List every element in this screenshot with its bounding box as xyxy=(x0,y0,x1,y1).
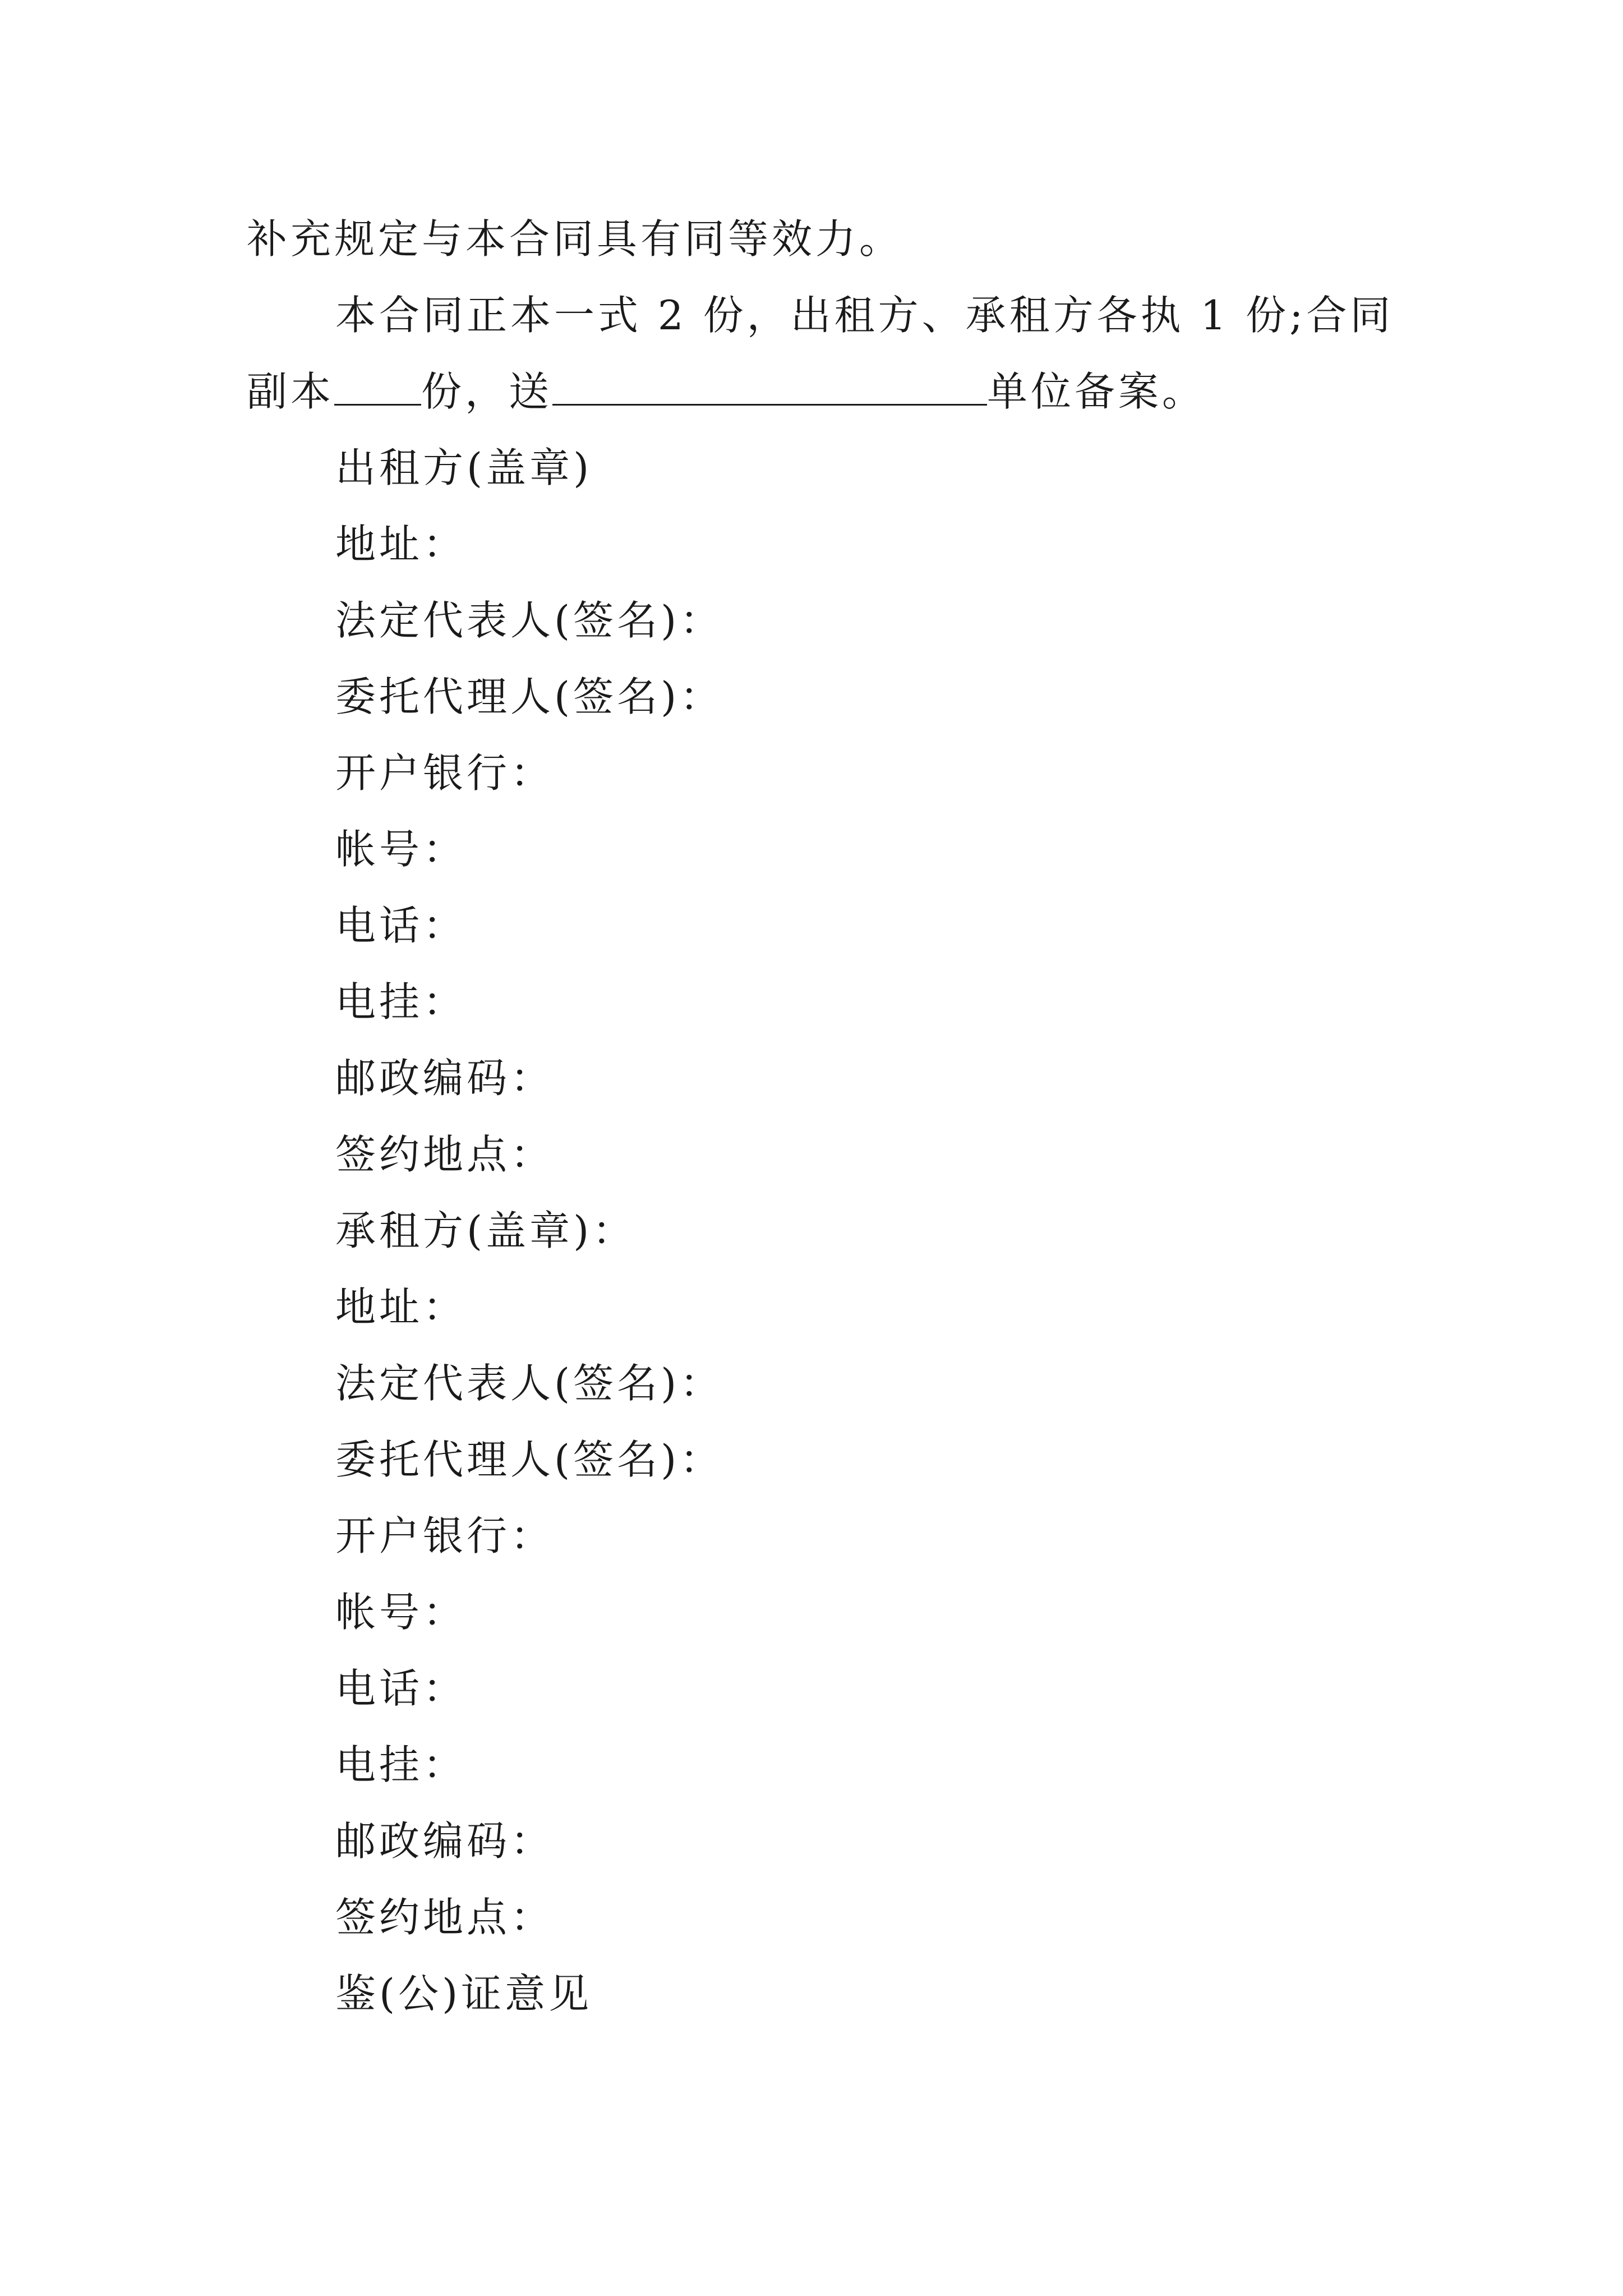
lessor-phone: 电话： xyxy=(335,902,467,949)
lessee-postcode: 邮政编码： xyxy=(335,1818,555,1865)
lessee-agent: 委托代理人(签名)： xyxy=(335,1436,724,1483)
paragraph-copies-line-2 xyxy=(247,366,1206,417)
notary-opinion: 鉴(公)证意见 xyxy=(335,1970,593,2017)
filing-unit-blank xyxy=(552,369,987,406)
lessor-postcode: 邮政编码： xyxy=(335,1055,555,1102)
copies-text-part2: 份，送 xyxy=(421,368,553,415)
paragraph-copies-line-1: 本合同正本一式 2 份，出租方、承租方各执 1 份;合同 xyxy=(335,292,1394,339)
lessor-agent: 委托代理人(签名)： xyxy=(335,673,724,720)
lessee-phone: 电话： xyxy=(335,1665,467,1712)
lessor-account: 帐号： xyxy=(335,826,467,873)
lessee-bank: 开户银行： xyxy=(335,1512,555,1559)
lessor-address: 地址： xyxy=(335,521,467,568)
lessee-sign-place: 签约地点： xyxy=(335,1894,555,1941)
lessor-sign-place: 签约地点： xyxy=(335,1131,555,1178)
lessor-telegraph: 电挂： xyxy=(335,978,467,1025)
lessor-title: 出租方(盖章) xyxy=(335,444,593,491)
copies-text-part1: 副本 xyxy=(247,368,335,415)
lessor-bank: 开户银行： xyxy=(335,749,555,797)
lessee-legal-rep: 法定代表人(签名)： xyxy=(335,1360,724,1407)
copies-text-part3: 单位备案。 xyxy=(987,368,1206,415)
copies-count-blank xyxy=(334,369,421,406)
lessor-legal-rep: 法定代表人(签名)： xyxy=(335,597,724,644)
lessee-account: 帐号： xyxy=(335,1589,467,1636)
paragraph-supplement-line: 补充规定与本合同具有同等效力。 xyxy=(247,215,903,263)
lessee-title: 承租方(盖章)： xyxy=(335,1207,637,1254)
lessee-telegraph: 电挂： xyxy=(335,1741,467,1788)
lessee-address: 地址： xyxy=(335,1283,467,1331)
